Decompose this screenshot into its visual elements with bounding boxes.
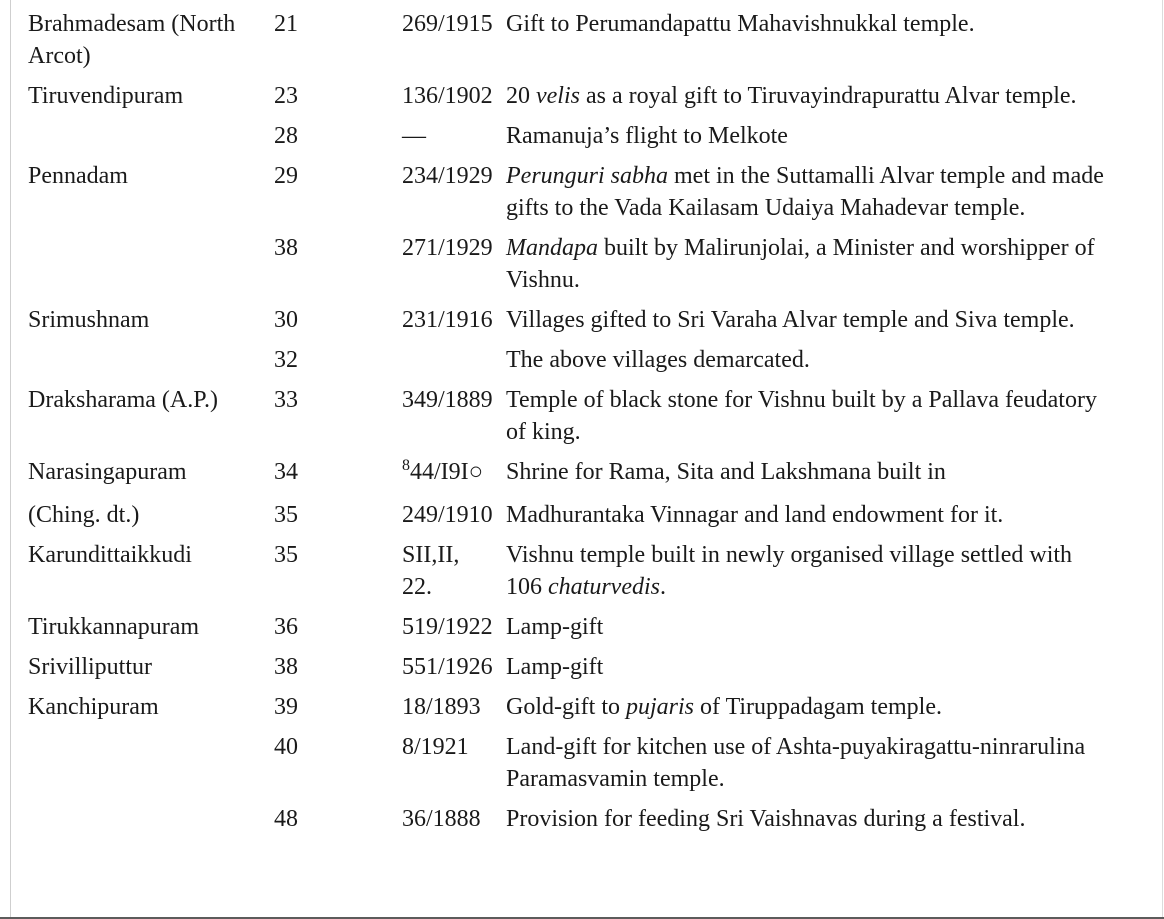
table-row — [28, 80, 1138, 120]
page-cell: 35 — [274, 542, 298, 568]
description-cell: Temple of black stone for Vishnu built by a Pallava feudatory of king. — [506, 387, 1097, 445]
place-cell: (Ching. dt.) — [28, 502, 140, 528]
ref-cell: 269/1915 — [402, 11, 493, 37]
description-cell: Land-gift for kitchen use of Ashta-puyakiragattu-ninrarulina Paramasvamin temple. — [506, 734, 1086, 792]
inscriptions-table — [28, 8, 1138, 843]
place-cell: Tirukkannapuram — [28, 614, 200, 640]
ref-cell: SII,II, 22. — [402, 542, 460, 600]
page-cell: 32 — [274, 347, 298, 373]
place-cell: Srivilliputtur — [28, 654, 153, 680]
description-cell: Mandapa built by Malirunjolai, a Minister and worshipper of Vishnu. — [506, 235, 1095, 293]
table-row — [28, 384, 1138, 456]
place-cell: Narasingapuram — [28, 459, 187, 485]
page-cell: 23 — [274, 83, 298, 109]
left-border — [10, 0, 11, 919]
ref-cell: 271/1929 — [402, 235, 493, 261]
table-row — [28, 232, 1138, 304]
description-cell: Lamp-gift — [506, 654, 604, 680]
table-row — [28, 611, 1138, 651]
table-row — [28, 344, 1138, 384]
ref-cell: 249/1910 — [402, 502, 493, 528]
table-row — [28, 803, 1138, 843]
italic-term: Mandapa — [506, 235, 598, 261]
table-row — [28, 691, 1138, 731]
description-cell: Ramanuja’s flight to Melkote — [506, 123, 788, 149]
table-row — [28, 160, 1138, 232]
place-cell: Kanchipuram — [28, 694, 159, 720]
ref-cell: 234/1929 — [402, 163, 493, 189]
page-cell: 35 — [274, 502, 298, 528]
table-row — [28, 731, 1138, 803]
italic-term: chaturvedis — [548, 574, 660, 600]
page-cell: 40 — [274, 734, 298, 760]
italic-term: velis — [536, 83, 580, 109]
description-cell: Vishnu temple built in newly organised village settled with 106 chaturvedis. — [506, 542, 1073, 600]
page-cell: 38 — [274, 235, 298, 261]
description-cell: Gift to Perumandapattu Mahavishnukkal temple. — [506, 11, 975, 37]
ref-cell: 136/1902 — [402, 83, 493, 109]
description-cell: Gold-gift to pujaris of Tiruppadagam temple. — [506, 694, 942, 720]
table-row — [28, 456, 1138, 499]
table-row — [28, 651, 1138, 691]
table-row — [28, 304, 1138, 344]
description-cell: Provision for feeding Sri Vaishnavas during a festival. — [506, 806, 1026, 832]
page-cell: 21 — [274, 11, 298, 37]
ref-superscript: 8 — [402, 457, 410, 474]
ref-cell: — — [402, 123, 426, 149]
page-cell: 28 — [274, 123, 298, 149]
table-row — [28, 120, 1138, 160]
place-cell: Tiruvendipuram — [28, 83, 184, 109]
ref-cell: 36/1888 — [402, 806, 481, 832]
place-cell: Draksharama (A.P.) — [28, 387, 218, 413]
place-cell: Srimushnam — [28, 307, 150, 333]
ref-cell: 8/1921 — [402, 734, 469, 760]
page-cell: 30 — [274, 307, 298, 333]
ref-cell: 231/1916 — [402, 307, 493, 333]
page-cell: 34 — [274, 459, 298, 485]
page-cell: 39 — [274, 694, 298, 720]
description-cell: Madhurantaka Vinnagar and land endowment for it. — [506, 502, 1004, 528]
description-cell: 20 velis as a royal gift to Tiruvayindrapurattu Alvar temple. — [506, 83, 1077, 109]
description-cell: Villages gifted to Sri Varaha Alvar temple and Siva temple. — [506, 307, 1075, 333]
ref-cell: 551/1926 — [402, 654, 493, 680]
place-cell: Karundittaikkudi — [28, 542, 192, 568]
page-cell: 48 — [274, 806, 298, 832]
ref-cell: 519/1922 — [402, 614, 493, 640]
place-cell: Brahmadesam (North Arcot) — [28, 11, 236, 69]
description-cell: Perunguri sabha met in the Suttamalli Alvar temple and made gifts to the Vada Kailasam Udaiya Mahadevar temple. — [506, 163, 1104, 221]
description-cell: The above villages demarcated. — [506, 347, 810, 373]
ref-cell: 349/1889 — [402, 387, 493, 413]
description-cell: Lamp-gift — [506, 614, 604, 640]
page-cell: 38 — [274, 654, 298, 680]
ref-cell — [402, 456, 506, 491]
place-cell: Pennadam — [28, 163, 128, 189]
description-cell: Shrine for Rama, Sita and Lakshmana built in — [506, 459, 946, 485]
italic-term: pujaris — [626, 694, 695, 720]
page-cell: 33 — [274, 387, 298, 413]
table-row — [28, 499, 1138, 539]
ref-cell: 18/1893 — [402, 694, 481, 720]
ref-text: 44/I9I○ — [410, 459, 484, 485]
table-row — [28, 8, 1138, 80]
right-border — [1162, 0, 1163, 919]
table-row — [28, 539, 1138, 611]
italic-term: Perunguri sabha — [506, 163, 668, 189]
page-cell: 36 — [274, 614, 298, 640]
page-cell: 29 — [274, 163, 298, 189]
